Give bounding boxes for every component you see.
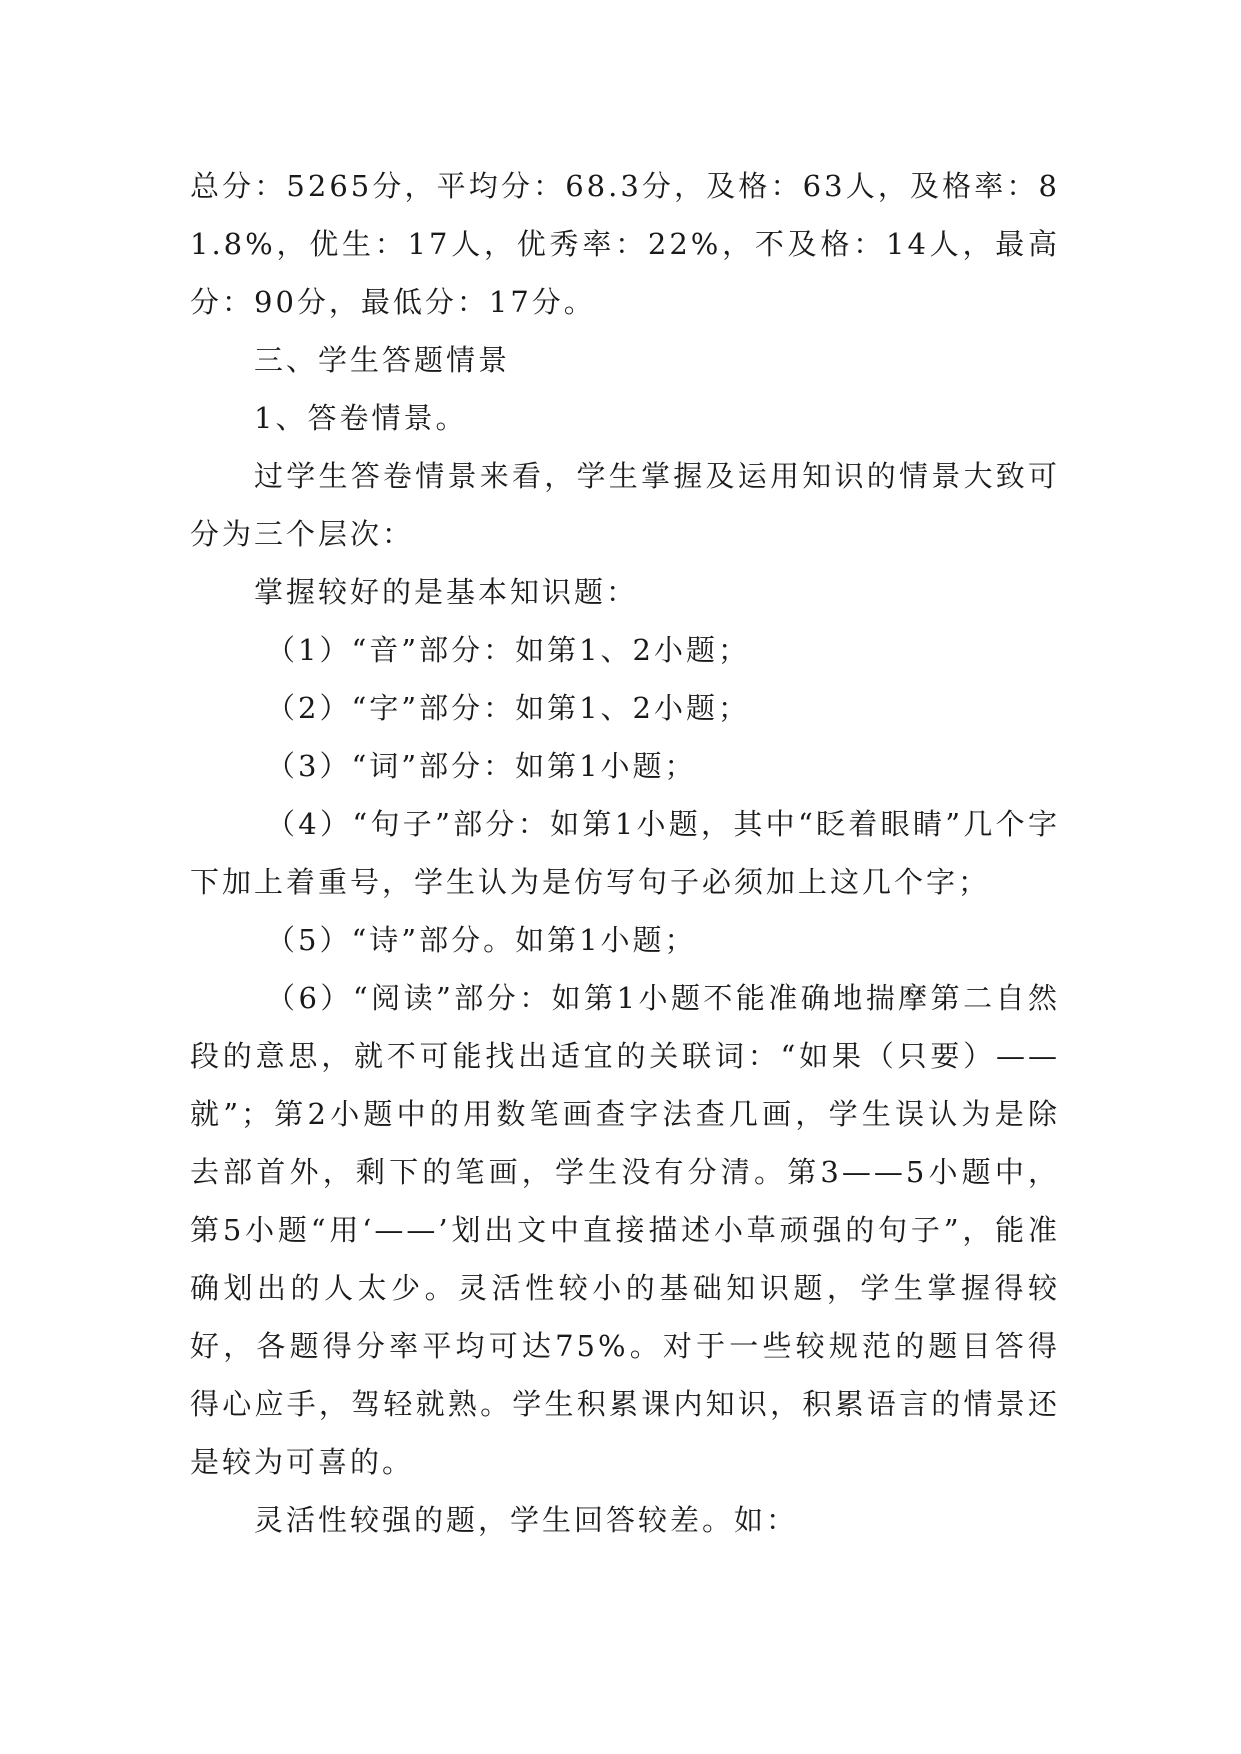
paragraph-flexible-questions: 灵活性较强的题，学生回答较差。如： (254, 1503, 799, 1537)
list-item-poem: （5）“诗”部分。如第1小题； (266, 923, 697, 957)
list-item-word: （3）“词”部分：如第1小题； (266, 749, 697, 783)
paragraph-score-summary: 总分：5265分，平均分：68.3分，及格：63人，及格率：81.8%，优生：17人，优秀率：22%，不及格：14人，最高分：90分，最低分：17分。 (190, 169, 1060, 319)
paragraph-three-levels: 过学生答卷情景来看，学生掌握及运用知识的情景大致可分为三个层次： (190, 459, 1060, 551)
document-body (190, 157, 1060, 1549)
list-item-character: （2）“字”部分：如第1、2小题； (266, 691, 751, 725)
list-item-sentence: （4）“句子”部分：如第1小题，其中“眨着眼睛”几个字下加上着重号，学生认为是仿写句子必须加上这几个字； (190, 807, 1060, 899)
section-heading-answer-situation: 三、学生答题情景 (254, 343, 511, 377)
paragraph-basic-knowledge: 掌握较好的是基本知识题： (254, 575, 639, 609)
list-item-reading: （6）“阅读”部分：如第1小题不能准确地揣摩第二自然段的意思，就不可能找出适宜的关联词：“如果（只要）——就”；第2小题中的用数笔画查字法查几画，学生误认为是除去部首外，剩下的笔画，学生没有分清。第3——5小题中，第5小题“用‘——’划出文中直接描述小草顽强的句子”，能准确划出的人太少。灵活性较小的基础知识题，学生掌握得较好，各题得分率平均可达75%。对于一些较规范的题目答得得心应手，驾轻就熟。学生积累课内知识，积累语言的情景还是较为可喜的。 (190, 981, 1060, 1479)
list-item-sound: （1）“音”部分：如第1、2小题； (266, 633, 751, 667)
subheading-answer-sheet: 1、答卷情景。 (254, 401, 468, 435)
